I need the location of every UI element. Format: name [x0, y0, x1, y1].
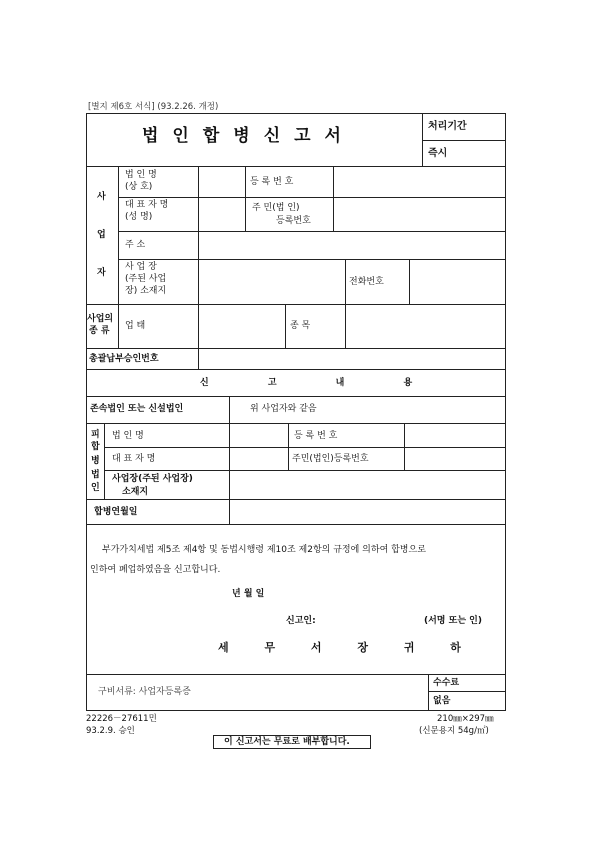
biz-category-label: 업 태 [125, 321, 146, 331]
reg-no-label: 등 록 번 호 [250, 177, 294, 187]
attachments-label: 구비서류: 사업자등록증 [98, 687, 191, 697]
merger-date-field[interactable] [230, 500, 505, 523]
biz-place-sub-label: (주된 사업 [125, 274, 167, 284]
rep-name-sub-label: (성 명) [125, 212, 153, 222]
merged-section-char-4: 법 [91, 470, 100, 480]
rep-name-field[interactable] [199, 198, 244, 230]
merged-rep-name-label: 대 표 자 명 [112, 454, 156, 464]
address-label: 주 소 [125, 240, 146, 250]
phone-field[interactable] [410, 260, 505, 303]
form-code: 22226－27611민 [86, 714, 157, 724]
processing-period-label: 처리기간 [428, 121, 467, 132]
merged-biz-place-field[interactable] [230, 471, 505, 498]
corp-name-sub-label: (상 호) [125, 182, 153, 192]
phone-label: 전화번호 [349, 277, 384, 287]
biz-item-field[interactable] [346, 305, 505, 347]
surviving-corp-label: 존속법인 또는 신설법인 [90, 404, 184, 414]
resident-no-sub-label: 등록번호 [276, 216, 311, 226]
reporter-field[interactable] [322, 612, 422, 630]
report-date: 년 월 일 [232, 589, 265, 599]
operator-section-char-1: 사 [97, 192, 106, 202]
merged-corp-name-label: 법 인 명 [112, 431, 144, 441]
free-distribution-notice-box [213, 735, 371, 749]
merged-biz-place-label: 사업장(주된 사업장) [112, 474, 193, 484]
addressee: 세 무 서 장 귀 하 [218, 641, 477, 654]
biz-place-field[interactable] [199, 260, 344, 303]
merged-corp-name-field[interactable] [230, 424, 287, 446]
reporter-label: 신고인: [286, 616, 316, 626]
merged-section-char-1: 피 [91, 430, 100, 440]
report-content-header: 신 고 내 용 [200, 378, 441, 388]
address-field[interactable] [199, 232, 505, 258]
merged-reg-no-label: 등 록 번 호 [294, 431, 338, 441]
fee-label: 수수료 [433, 678, 460, 688]
tax-approval-label: 총괄납부승인번호 [89, 354, 159, 364]
biz-item-label: 종 목 [290, 321, 311, 331]
merged-resident-no-field[interactable] [405, 448, 505, 469]
merger-date-label: 합병연월일 [94, 507, 138, 517]
free-distribution-notice: 이 신고서는 무료로 배부합니다. [224, 737, 350, 747]
resident-no-field[interactable] [334, 198, 505, 230]
merged-biz-place-sub-label: 소재지 [122, 487, 149, 497]
paper-size: 210㎜×297㎜ [437, 714, 494, 724]
merged-section-char-5: 인 [91, 483, 100, 493]
merged-resident-no-label: 주민(법인)등록번호 [292, 454, 369, 464]
signature-label: (서명 또는 인) [424, 616, 482, 626]
merged-rep-name-field[interactable] [230, 448, 287, 469]
merged-reg-no-field[interactable] [405, 424, 505, 446]
biz-place-sub-label-2: 장) 소재지 [125, 286, 167, 296]
corp-name-field[interactable] [199, 167, 244, 196]
approval-date: 93.2.9. 승인 [86, 726, 135, 736]
resident-no-label: 주 민(법 인) [252, 203, 300, 213]
statement-line-1: 부가가치세법 제5조 제4항 및 동법시행령 제10조 제2항의 규정에 의하여 합병으로 [102, 545, 426, 555]
operator-section-char-3: 자 [97, 268, 106, 278]
reg-no-field[interactable] [334, 167, 505, 196]
form-title: 법인합병신고서 [142, 126, 355, 146]
business-type-label: 사업의 [87, 314, 114, 324]
tax-approval-field[interactable] [199, 349, 505, 368]
merged-section-char-2: 합 [91, 442, 100, 452]
form-reference: [별지 제6호 서식] (93.2.26. 개정) [88, 102, 219, 112]
paper-type: (신문용지 54g/㎡) [419, 726, 489, 736]
operator-section-char-2: 업 [97, 230, 106, 240]
rep-name-label: 대 표 자 명 [125, 200, 169, 210]
merged-section-char-3: 병 [91, 456, 100, 466]
biz-place-label: 사 업 장 [125, 262, 157, 272]
surviving-corp-value: 위 사업자와 같음 [250, 404, 317, 414]
fee-value: 없음 [433, 696, 451, 706]
processing-period-value: 즉시 [428, 148, 448, 159]
statement-line-2: 인하여 폐업하였음을 신고합니다. [90, 565, 221, 575]
business-type-sub-label: 종 류 [89, 326, 110, 336]
biz-category-field[interactable] [199, 305, 284, 347]
corp-name-label: 법 인 명 [125, 170, 157, 180]
